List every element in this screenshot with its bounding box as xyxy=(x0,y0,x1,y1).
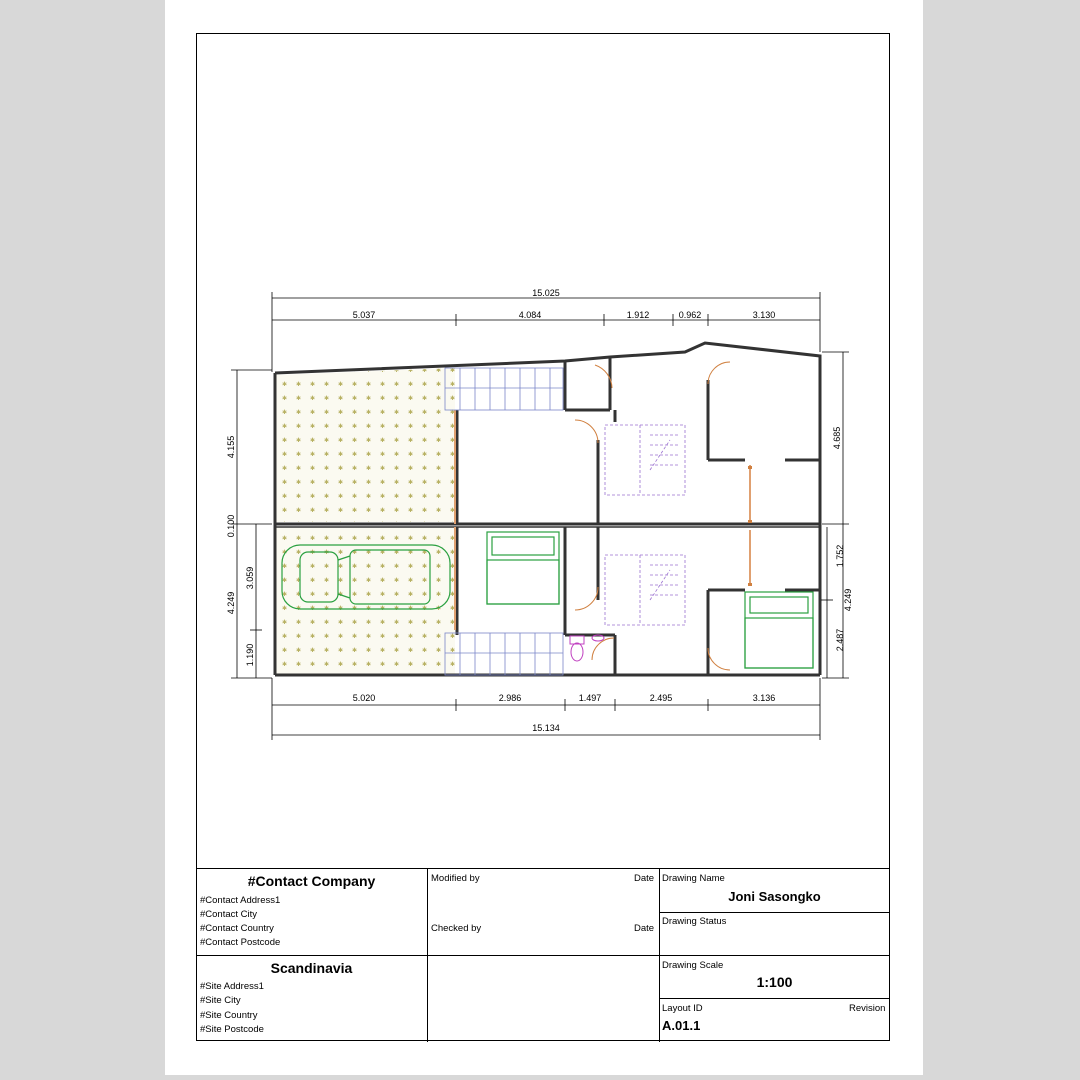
bed-ground xyxy=(487,532,559,604)
drawing-name: Joni Sasongko xyxy=(728,889,821,904)
revision-label: Revision xyxy=(849,1003,886,1014)
title-block xyxy=(196,868,890,1041)
dim-left-2: 0.100 xyxy=(226,514,236,538)
modified-date-label: Date xyxy=(634,873,655,884)
dim-right-inner-2: 2.487 xyxy=(835,628,845,652)
dim-bottom-2: 2.986 xyxy=(498,693,522,703)
dim-top-1: 5.037 xyxy=(352,310,376,320)
site-city: #Site City xyxy=(200,995,241,1006)
dim-left-3: 4.249 xyxy=(226,591,236,615)
dim-left-1: 4.155 xyxy=(226,435,236,459)
bed-right xyxy=(745,592,813,668)
drawing-scale-label: Drawing Scale xyxy=(662,960,724,971)
dim-top-5: 3.130 xyxy=(752,310,776,320)
site-postcode: #Site Postcode xyxy=(200,1024,264,1035)
checked-date-label: Date xyxy=(634,923,655,934)
door-thresholds xyxy=(455,410,750,630)
stair-top xyxy=(445,368,563,410)
layout-id-label: Layout ID xyxy=(662,1003,703,1014)
contact-country: #Contact Country xyxy=(200,923,274,934)
drawing-name-label: Drawing Name xyxy=(662,873,725,884)
dim-top-2: 4.084 xyxy=(518,310,542,320)
toilet xyxy=(570,635,604,661)
dim-bottom-total: 15.134 xyxy=(532,723,560,733)
dim-bottom-5: 3.136 xyxy=(752,693,776,703)
layout-id: A.01.1 xyxy=(662,1018,701,1033)
dim-top-total: 15.025 xyxy=(532,288,560,298)
contact-city: #Contact City xyxy=(200,909,258,920)
dim-top-4: 0.962 xyxy=(678,310,702,320)
garden-area-top xyxy=(275,368,455,522)
dim-right-1: 4.685 xyxy=(832,426,842,450)
site-name: Scandinavia xyxy=(270,960,353,976)
dim-left-inner-2: 1.190 xyxy=(245,643,255,667)
contact-postcode: #Contact Postcode xyxy=(200,937,281,948)
dim-right-inner-1: 1.752 xyxy=(835,544,845,568)
contact-company: #Contact Company xyxy=(247,873,376,889)
dim-bottom-1: 5.020 xyxy=(352,693,376,703)
site-address: #Site Address1 xyxy=(200,981,264,992)
checked-by-label: Checked by xyxy=(431,923,482,934)
drawing-scale: 1:100 xyxy=(756,974,793,990)
stair-bottom xyxy=(445,633,563,675)
dim-right-2: 4.249 xyxy=(843,588,853,612)
contact-address: #Contact Address1 xyxy=(200,895,281,906)
modified-by-label: Modified by xyxy=(431,873,480,884)
dim-bottom-4: 2.495 xyxy=(649,693,673,703)
interior-walls xyxy=(457,357,820,675)
drawing-status-label: Drawing Status xyxy=(662,916,727,927)
dim-left-inner-1: 3.059 xyxy=(245,566,255,590)
garden-area-bottom xyxy=(275,527,455,675)
dim-bottom-3: 1.497 xyxy=(578,693,602,703)
dim-top-3: 1.912 xyxy=(626,310,650,320)
site-country: #Site Country xyxy=(200,1010,258,1021)
